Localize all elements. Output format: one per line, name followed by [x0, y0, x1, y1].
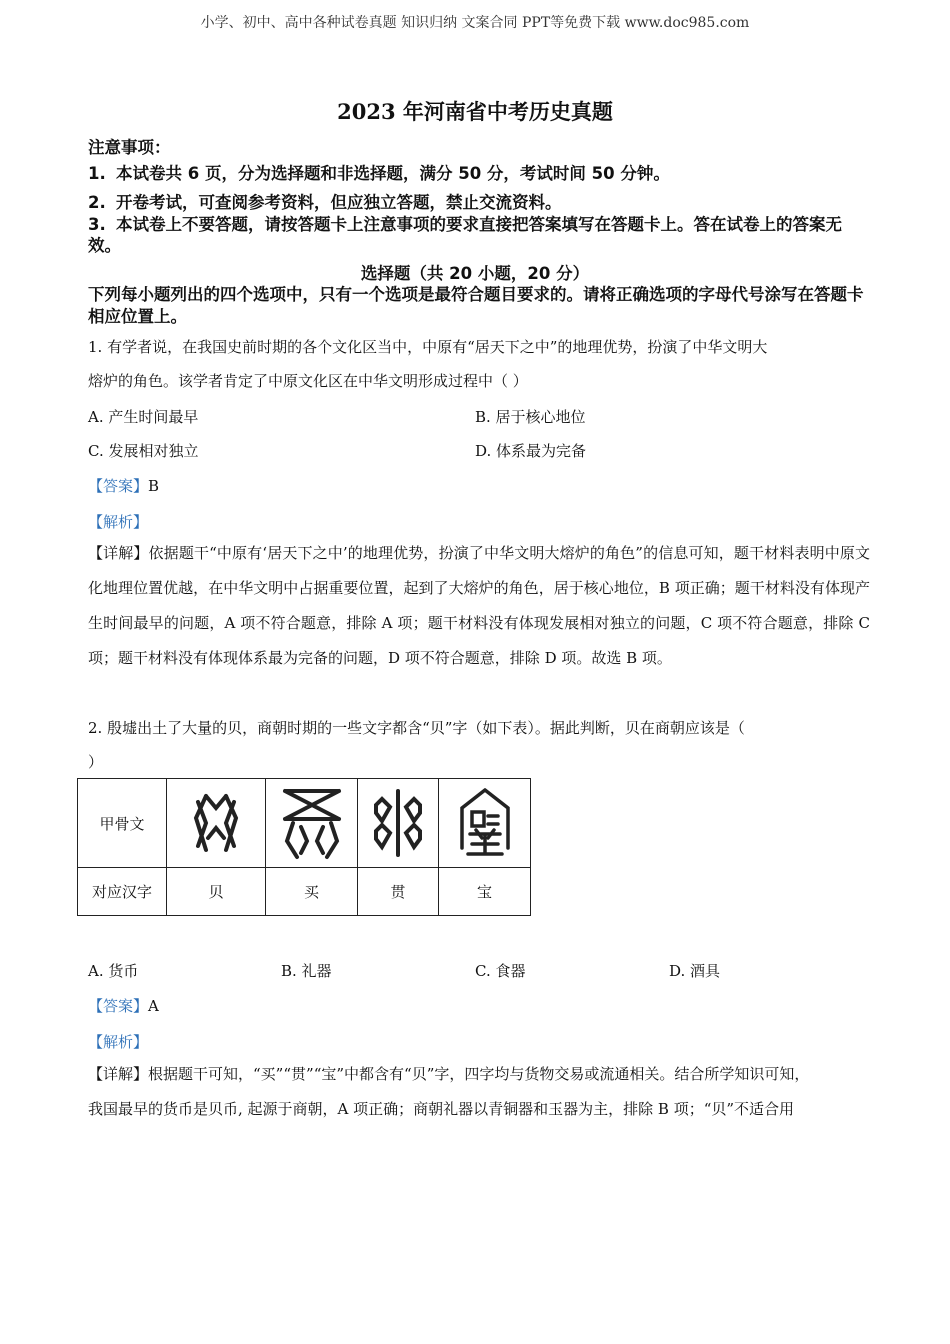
- notice-item-text: 本试卷共 6 页，分为选择题和非选择题，满分 50 分，考试时间 50 分钟。: [116, 164, 670, 183]
- notice-item-text: 开卷考试，可查阅参考资料，但应独立答题，禁止交流资料。: [116, 193, 562, 212]
- q2-option-d: D. 酒具: [669, 962, 721, 980]
- notice-item-text: 本试卷上不要答题，请按答题卡上注意事项的要求直接把答案填写在答题卡上。答在试卷上的答案无效。: [88, 215, 842, 255]
- notice-item-num: 3.: [88, 215, 106, 234]
- q1-option-a: A. 产生时间最早: [88, 408, 199, 426]
- q2-answer: [88, 995, 159, 1016]
- q2-stem-line2: ）: [88, 753, 104, 771]
- notice-item-num: 1.: [88, 164, 106, 183]
- oracle-glyph-guan: [358, 779, 439, 868]
- q2-detail-line2: 我国最早的货币是贝币, 起源于商朝，A 项正确；商朝礼器以青铜器和玉器为主，排除 B 项；“贝”不适合用: [88, 1100, 795, 1118]
- modern-char-bao: 宝: [439, 868, 531, 916]
- q2-analysis: [88, 1031, 148, 1052]
- oracle-mai-icon: [279, 785, 345, 861]
- answer-tag: 【答案】: [88, 997, 149, 1015]
- row-label-modern: 对应汉字: [78, 868, 167, 916]
- oracle-glyph-bei: [167, 779, 266, 868]
- q1-answer: [88, 475, 159, 496]
- section-title: 选择题（共 20 小题，20 分）: [360, 264, 590, 283]
- q2-option-c: C. 食器: [475, 962, 526, 980]
- notice-heading: 注意事项：: [88, 138, 171, 157]
- detail-tag: 【详解】: [88, 1065, 149, 1083]
- q2-option-a: A. 货币: [88, 962, 139, 980]
- analysis-tag: 【解析】: [88, 1033, 149, 1051]
- notice-item-2: [88, 189, 868, 213]
- analysis-tag: 【解析】: [88, 513, 149, 531]
- page-title: 2023 年河南省中考历史真题: [337, 99, 613, 124]
- oracle-bone-table: [77, 778, 531, 916]
- oracle-bei-icon: [186, 788, 246, 858]
- modern-char-guan: 贯: [358, 868, 439, 916]
- q2-detail-line1: [88, 1057, 870, 1092]
- q1-stem-line1: 1. 有学者说，在我国史前时期的各个文化区当中，中原有“居天下之中”的地理优势，扮演了中华文明大: [88, 338, 768, 356]
- modern-char-mai: 买: [266, 868, 358, 916]
- oracle-glyph-bao: [439, 779, 531, 868]
- answer-value: A: [148, 997, 159, 1015]
- answer-tag: 【答案】: [88, 477, 149, 495]
- detail-text: 依据题干“中原有‘居天下之中’的地理优势，扮演了中华文明大熔炉的角色”的信息可知，题干材料表明中原文化地理位置优越，在中华文明中占据重要位置，起到了大熔炉的角色，居于核心地位，B 项正确；题干材料没有体现产生时间最早的问题，A 项不符合题意，排除 A 项；题干材料没有体现发展相对独立的问题，C 项不符合题意，排除 C 项；题干材料没有体现体系最为完备的问题，D 项不符合题意，排除 D 项。故选 B 项。: [88, 544, 870, 667]
- modern-char-bei: 贝: [167, 868, 266, 916]
- notice-item-1: [88, 160, 868, 184]
- oracle-guan-icon: [368, 787, 428, 859]
- row-label-oracle: 甲骨文: [78, 779, 167, 868]
- q1-detail: [88, 536, 870, 676]
- q1-stem-line2: 熔炉的角色。该学者肯定了中原文化区在中华文明形成过程中（ ）: [88, 372, 528, 390]
- detail-tag: 【详解】: [88, 544, 149, 562]
- q1-analysis: [88, 511, 148, 532]
- q2-option-b: B. 礼器: [281, 962, 332, 980]
- q1-option-d: D. 体系最为完备: [475, 442, 587, 460]
- oracle-glyph-mai: [266, 779, 358, 868]
- detail-text: 根据题干可知，“买”“贯”“宝”中都含有“贝”字，四字均与货物交易或流通相关。结合所学知识可知，: [148, 1065, 810, 1083]
- answer-value: B: [148, 477, 160, 495]
- section-instruction: 下列每小题列出的四个选项中，只有一个选项是最符合题目要求的。请将正确选项的字母代号涂写在答题卡相应位置上。: [88, 285, 864, 326]
- notice-item-3: [88, 214, 868, 256]
- notice-item-num: 2.: [88, 193, 106, 212]
- q1-option-c: C. 发展相对独立: [88, 442, 199, 460]
- site-header: 小学、初中、高中各种试卷真题 知识归纳 文案合同 PPT等免费下载 www.doc985.com: [200, 15, 750, 31]
- q2-stem-line1: 2. 殷墟出土了大量的贝，商朝时期的一些文字都含“贝”字（如下表）。据此判断，贝在商朝应该是（: [88, 719, 745, 737]
- oracle-bao-icon: [452, 786, 518, 860]
- q1-option-b: B. 居于核心地位: [475, 408, 586, 426]
